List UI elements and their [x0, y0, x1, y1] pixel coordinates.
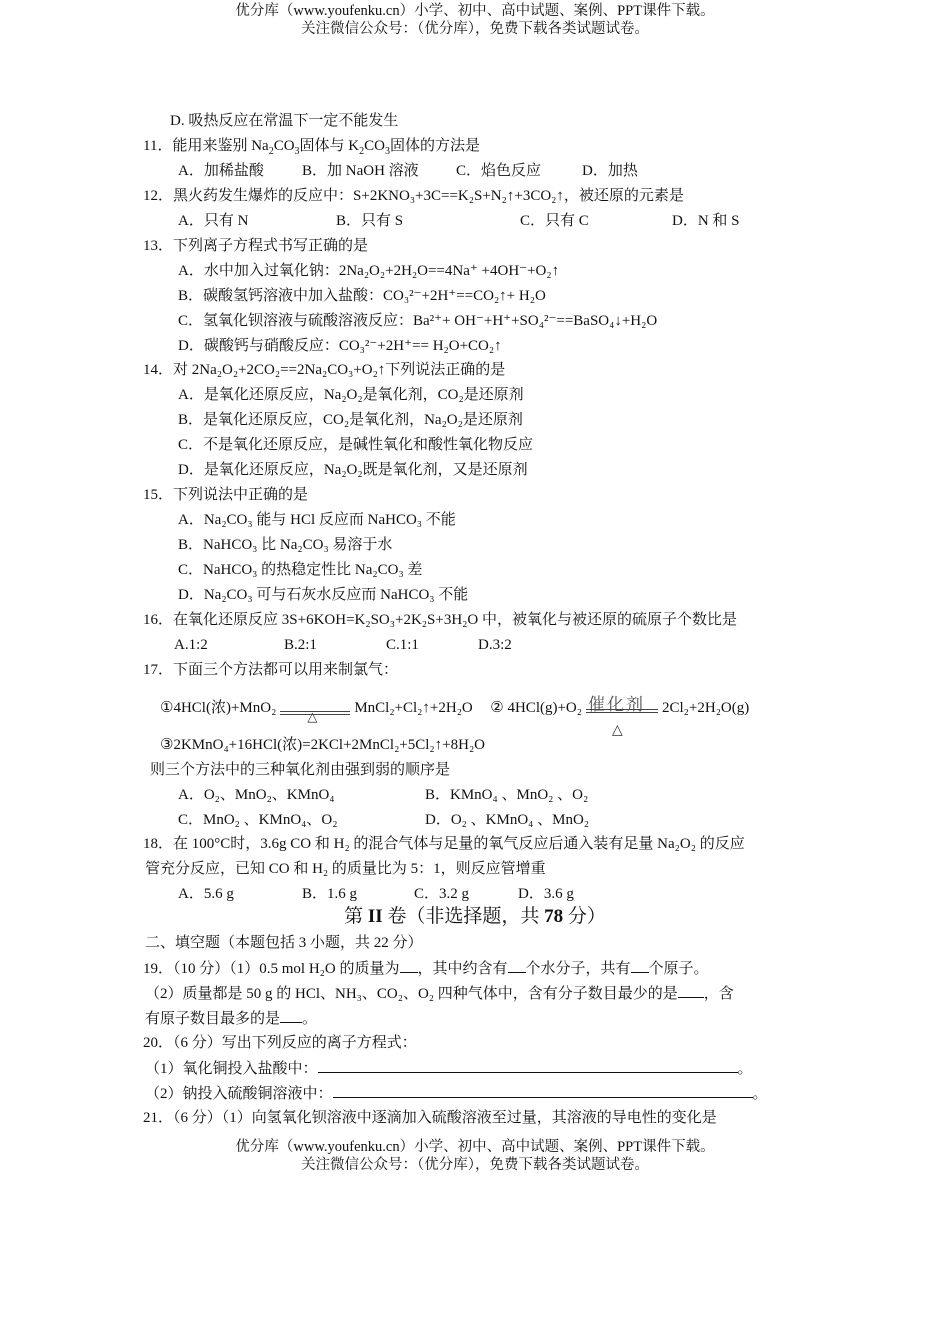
q17-equations-1-2 [160, 688, 750, 738]
answer-blank[interactable] [400, 958, 418, 973]
q18-option-d: D．3.6 g [518, 886, 574, 902]
catalyst-label: 催化剂 [588, 694, 645, 715]
answer-blank[interactable] [508, 958, 526, 973]
q20-part-2: （2）钠投入硫酸铜溶液中： 。 [145, 1083, 768, 1104]
footer-line-1: 优分库（www.youfenku.cn）小学、初中、高中试题、案例、PPT课件下载。 [235, 1139, 715, 1155]
q19-line-1: 19．（10 分）（1）0.5 mol H₂O 的质量为 ，其中约含有 个水分子，共有 个原子。 [143, 958, 709, 979]
q11-number: 11． [143, 138, 173, 154]
part-two-title: 第 II 卷（非选择题，共 78 分） [344, 906, 606, 927]
answer-line[interactable] [318, 1058, 738, 1073]
q18-stem-line-1: 18．在 100°C时，3.6g CO 和 H₂ 的混合气体与足量的氧气反应后通入装有足量 Na₂O₂ 的反应 [143, 836, 745, 852]
q15-option-b: B．NaHCO₃ 比 Na₂CO₃ 易溶于水 [178, 537, 393, 553]
q20-part-1: （1）氧化铜投入盐酸中： 。 [145, 1058, 753, 1079]
q17-option-c: C．MnO₂ 、KMnO₄、O₂ [178, 812, 338, 828]
q14-stem: 14．对 2Na₂O₂+2CO₂==2Na₂CO₃+O₂↑下列说法正确的是 [143, 362, 506, 378]
q11-option-b: B．加 NaOH 溶液 [302, 163, 419, 179]
q13-option-b: B．碳酸氢钙溶液中加入盐酸：CO₃²⁻+2H⁺==CO₂↑+ H₂O [178, 288, 546, 304]
q17-option-d: D．O₂ 、KMnO₄ 、MnO₂ [425, 812, 590, 828]
q17-eq1-left: ①4HCl(浓)+MnO₂ [160, 700, 277, 716]
delta-icon: △ [612, 722, 623, 738]
q16-option-a: A.1:2 [174, 637, 208, 653]
q11-option-c: C．焰色反应 [456, 163, 542, 179]
q16-option-b: B.2:1 [284, 637, 317, 653]
header-line-2: 关注微信公众号：（优分库），免费下载各类试题试卷。 [301, 21, 649, 37]
q14-option-d: D．是氧化还原反应，Na₂O₂既是氧化剂，又是还原剂 [178, 462, 528, 478]
q14-option-a: A．是氧化还原反应，Na₂O₂是氧化剂，CO₂是还原剂 [178, 387, 524, 403]
q20-stem: 20．（6 分）写出下列反应的离子方程式： [143, 1035, 417, 1051]
q11-option-a: A．加稀盐酸 [178, 163, 264, 179]
q17-eq2-left: ② 4HCl(g)+O₂ [490, 700, 582, 716]
header-line-1: 优分库（www.youfenku.cn）小学、初中、高中试题、案例、PPT课件下载。 [235, 3, 715, 19]
q11-stem: 11．能用来鉴别 $Na_2CO_3$固体与 $K_2CO_3$固体的方法是 [143, 138, 480, 157]
q15-option-a: A．Na₂CO₃ 能与 HCl 反应而 NaHCO₃ 不能 [178, 512, 456, 528]
q12-option-a: A．只有 N [178, 213, 249, 229]
q14-option-b: B．是氧化还原反应，CO₂是氧化剂，Na₂O₂是还原剂 [178, 412, 523, 428]
q18-stem-line-2: 管充分反应，已知 CO 和 H₂ 的质量比为 5：1，则反应管增重 [145, 861, 546, 877]
q17-ask: 则三个方法中的三种氧化剂由强到弱的顺序是 [150, 762, 451, 778]
answer-blank[interactable] [631, 958, 649, 973]
q21-stem: 21．（6 分）（1）向氢氧化钡溶液中逐滴加入硫酸溶液至过量，其溶液的导电性的变化是 [143, 1110, 717, 1126]
q17-eq1-right: MnCl₂+Cl₂↑+2H₂O [354, 700, 473, 716]
q14-option-c: C．不是氧化还原反应，是碱性氧化和酸性氧化物反应 [178, 437, 534, 453]
catalyst-arrow [586, 689, 658, 738]
q17-option-a: A．O₂、MnO₂、KMnO₄ [178, 787, 335, 803]
q11-option-d: D．加热 [582, 163, 638, 179]
page-header [0, 2, 950, 38]
heat-arrow [280, 699, 350, 724]
q13-option-c: C．氢氧化钡溶液与硫酸溶液反应：Ba²⁺+ OH⁻+H⁺+SO₄²⁻==BaSO₄↓+H₂O [178, 313, 658, 329]
q10-option-d: D. 吸热反应在常温下一定不能发生 [170, 113, 399, 129]
q12-stem: 12．黑火药发生爆炸的反应中：S+2KNO₃+3C==K₂S+N₂↑+3CO₂↑，被还原的元素是 [143, 188, 684, 204]
q15-option-d: D．Na₂CO₃ 可与石灰水反应而 NaHCO₃ 不能 [178, 587, 469, 603]
q17-option-b: B．KMnO₄ 、MnO₂ 、O₂ [425, 787, 589, 803]
page-footer [0, 1138, 950, 1174]
q13-stem: 13．下列离子方程式书写正确的是 [143, 238, 369, 254]
q16-option-d: D.3:2 [478, 637, 512, 653]
q15-option-c: C．NaHCO₃ 的热稳定性比 Na₂CO₃ 差 [178, 562, 423, 578]
answer-line[interactable] [333, 1083, 753, 1098]
q12-option-d: D．N 和 S [672, 213, 740, 229]
delta-icon: △ [307, 708, 318, 724]
answer-blank[interactable] [280, 1008, 302, 1023]
q17-eq3: ③2KMnO₄+16HCl(浓)=2KCl+2MnCl₂+5Cl₂↑+8H₂O [160, 737, 486, 753]
q17-stem: 17．下面三个方法都可以用来制氯气： [143, 662, 399, 678]
q18-option-c: C．3.2 g [414, 886, 470, 902]
q18-option-a: A．5.6 g [178, 886, 234, 902]
section-fill-in-title: 二、填空题（本题包括 3 小题，共 22 分） [145, 935, 423, 951]
q13-option-d: D．碳酸钙与硝酸反应：CO₃²⁻+2H⁺== H₂O+CO₂↑ [178, 338, 502, 354]
q19-line-2: （2）质量都是 50 g 的 HCl、NH₃、CO₂、O₂ 四种气体中，含有分子数目最少的是 ，含 [145, 983, 734, 1004]
answer-blank[interactable] [678, 983, 704, 998]
q18-option-b: B．1.6 g [302, 886, 358, 902]
q12-option-b: B．只有 S [336, 213, 404, 229]
q16-stem: 16．在氧化还原反应 3S+6KOH=K₂SO₃+2K₂S+3H₂O 中，被氧化与被还原的硫原子个数比是 [143, 612, 737, 628]
q13-option-a: A．水中加入过氧化钠：2Na₂O₂+2H₂O==4Na⁺ +4OH⁻+O₂↑ [178, 263, 560, 279]
q15-stem: 15．下列说法中正确的是 [143, 487, 309, 503]
q16-option-c: C.1:1 [386, 637, 419, 653]
q12-option-c: C．只有 C [520, 213, 589, 229]
footer-line-2: 关注微信公众号：（优分库），免费下载各类试题试卷。 [301, 1157, 649, 1173]
q17-eq2-right: 2Cl₂+2H₂O(g) [662, 700, 750, 716]
q19-line-3: 有原子数目最多的是 。 [145, 1008, 317, 1029]
